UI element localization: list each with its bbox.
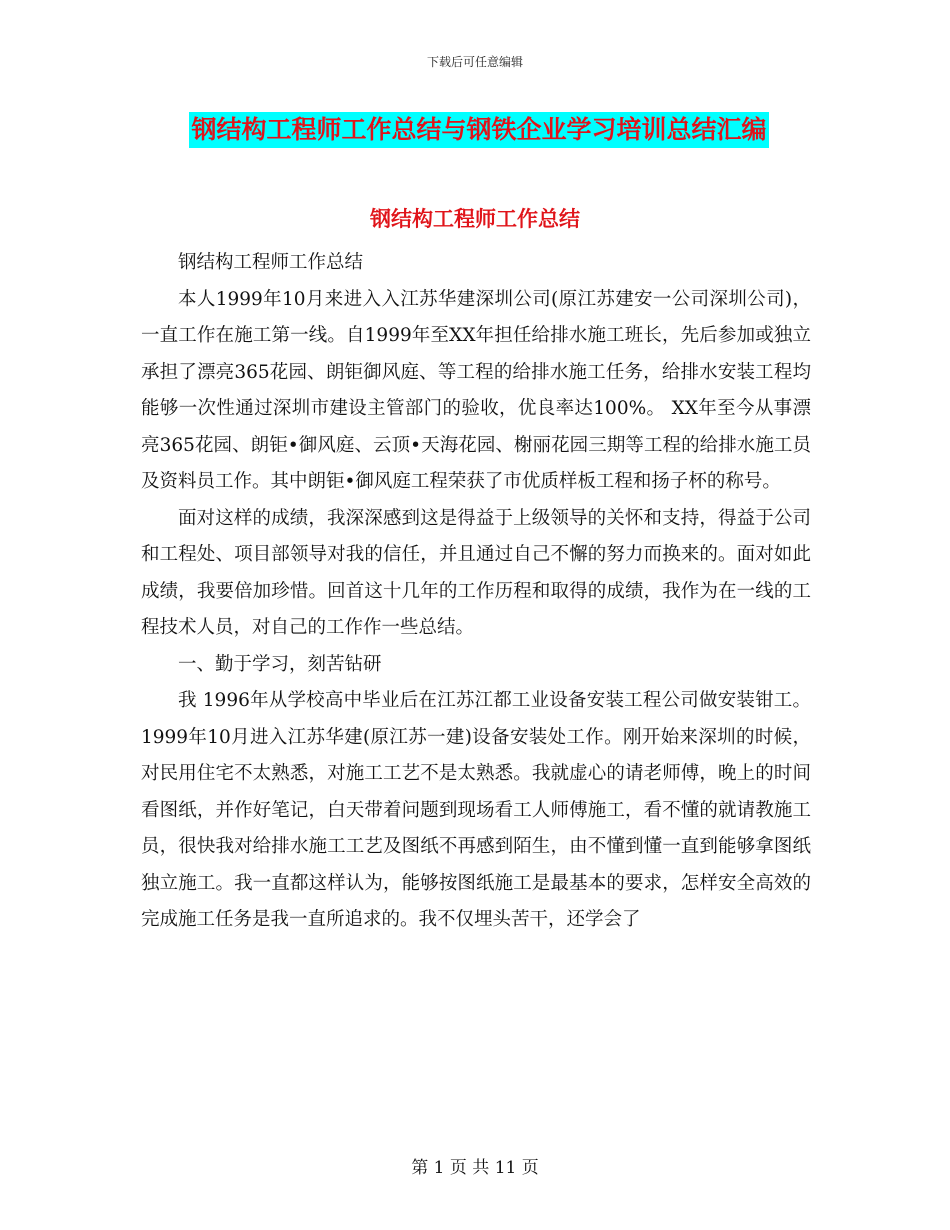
header-note: 下载后可任意编辑 <box>426 55 523 69</box>
main-title-wrap <box>0 112 950 148</box>
main-title: 钢结构工程师工作总结与钢铁企业学习培训总结汇编 <box>189 112 768 148</box>
paragraph: 我 1996年从学校高中毕业后在江苏江都工业设备安装工程公司做安装钳工。1999年10月进入江苏华建(原江苏一建)设备安装处工作。刚开始来深圳的时候，对民用住宅不太熟悉，对施工工艺不是太熟悉。我就虚心的请老师傅，晚上的时间看图纸，并作好笔记，白天带着问题到现场看工人师傅施工，看不懂的就请教施工员，很快我对给排水施工工艺及图纸不再感到陌生，由不懂到懂一直到能够拿图纸独立施工。我一直都这样认为，能够按图纸施工是最基本的要求，怎样安全高效的完成施工任务是我一直所追求的。我不仅埋头苦干，还学会了 <box>141 690 811 930</box>
paragraph: 本人1999年10月来进入入江苏华建深圳公司(原江苏建安一公司深圳公司)，一直工作在施工第一线。自1999年至XX年担任给排水施工班长，先后参加或独立承担了漂亮365花园、朗钜御风庭、等工程的给排水施工任务，给排水安装工程均能够一次性通过深圳市建设主管部门的验收，优良率达100%。 XX年至今从事漂亮365花园、朗钜•御风庭、云顶•天海花园、榭丽花园三期等工程的给排水施工员及资料员工作。其中朗钜•御风庭工程荣获了市优质样板工程和扬子杯的称号。 <box>141 288 811 492</box>
paragraph: 一、勤于学习，刻苦钻研 <box>178 653 382 675</box>
document-body <box>141 245 811 939</box>
section-title: 钢结构工程师工作总结 <box>370 207 580 231</box>
page-footer: 第 1 页 共 11 页 <box>411 1158 539 1178</box>
paragraph: 钢结构工程师工作总结 <box>178 252 364 273</box>
paragraph: 面对这样的成绩，我深深感到这是得益于上级领导的关怀和支持，得益于公司和工程处、项目部领导对我的信任，并且通过自己不懈的努力而换来的。面对如此成绩，我要倍加珍惜。回首这十几年的工作历程和取得的成绩，我作为在一线的工程技术人员，对自己的工作作一些总结。 <box>141 507 811 638</box>
